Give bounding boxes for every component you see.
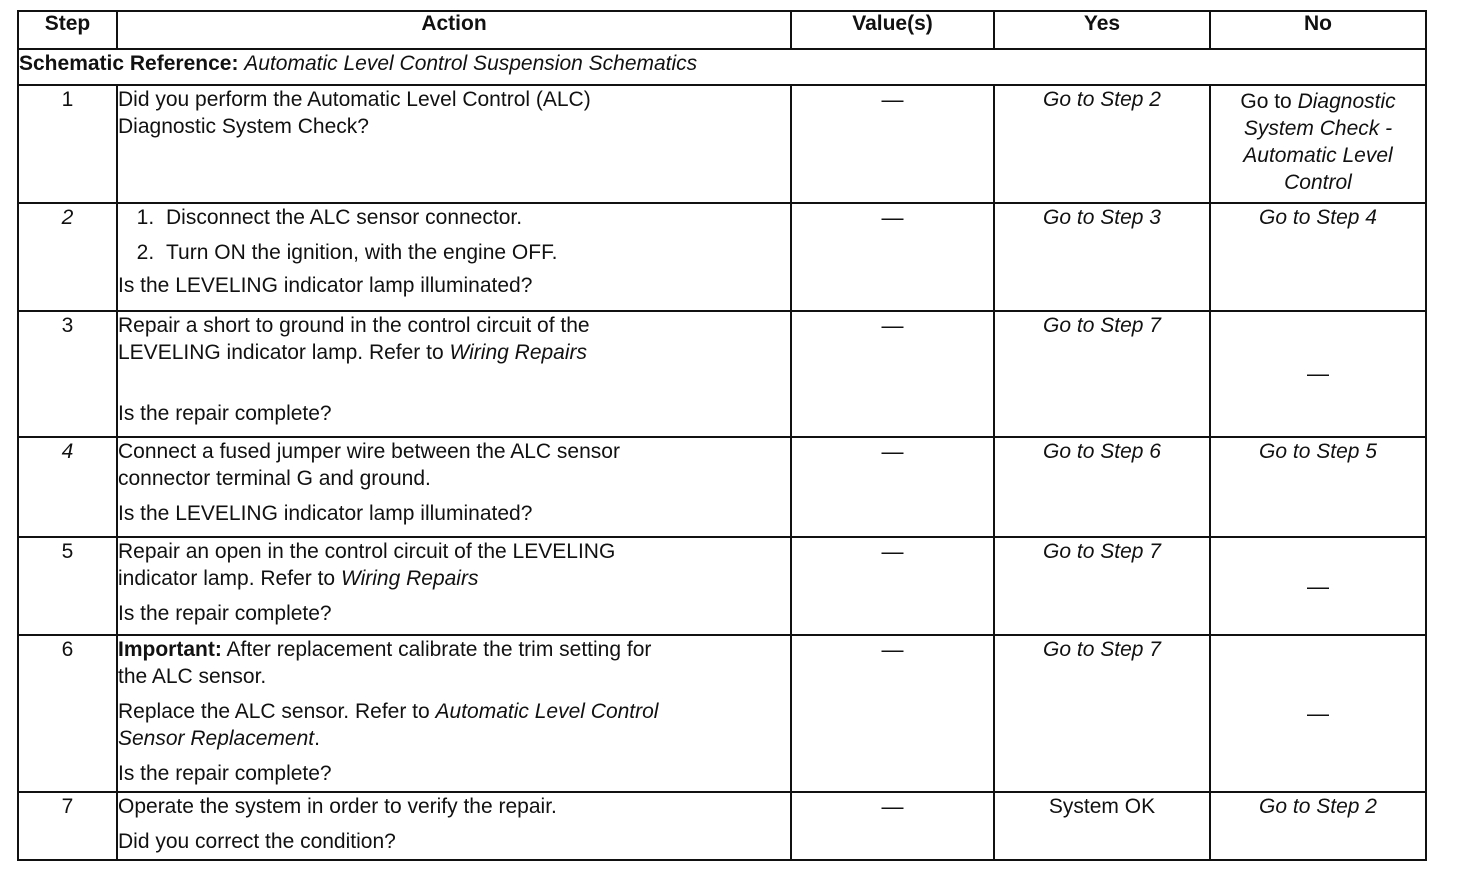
yes-cell[interactable]: Go to Step 3 (994, 203, 1210, 310)
spacer (118, 592, 790, 600)
spacer (118, 492, 790, 500)
spacer (118, 366, 790, 400)
action-text: Repair a short to ground in the control circuit of the (118, 313, 590, 337)
instruction-list (118, 204, 790, 266)
no-cell: — (1210, 311, 1426, 437)
table-row (18, 537, 1426, 635)
yes-cell[interactable]: Go to Step 7 (994, 635, 1210, 791)
table-row (18, 203, 1426, 310)
table-row (18, 635, 1426, 791)
value-cell: — (791, 85, 994, 203)
action-text: Repair an open in the control circuit of the LEVELING (118, 540, 616, 564)
action-cell (117, 203, 791, 310)
replace-text: Sensor Replacement. (118, 727, 320, 751)
no-cell[interactable]: Go to Step 2 (1210, 792, 1426, 860)
yes-cell[interactable]: Go to Step 7 (994, 311, 1210, 437)
question-text: Did you correct the condition? (118, 829, 396, 853)
action-cell (117, 85, 791, 203)
header-action: Action (117, 11, 791, 49)
reference-label: Schematic Reference: (19, 52, 239, 76)
action-text: Did you perform the Automatic Level Control (ALC) (118, 88, 591, 112)
no-link[interactable]: Diagnostic System Check - Automatic Level Control (1243, 90, 1396, 195)
no-cell[interactable]: Go to Step 4 (1210, 203, 1426, 310)
yes-cell[interactable]: Go to Step 2 (994, 85, 1210, 203)
action-cell (117, 537, 791, 635)
yes-cell[interactable]: Go to Step 6 (994, 437, 1210, 537)
list-item: 1. Disconnect the ALC sensor connector. (160, 204, 790, 231)
replacement-link[interactable]: Automatic Level Control (435, 700, 659, 724)
action-text-part: LEVELING indicator lamp. Refer to (118, 340, 444, 364)
action-text: Operate the system in order to verify the repair. (118, 794, 557, 818)
no-cell: — (1210, 635, 1426, 791)
action-cell (117, 437, 791, 537)
action-text: connector terminal G and ground. (118, 466, 431, 490)
question-text: Is the repair complete? (118, 762, 332, 786)
no-prefix: Go to (1240, 90, 1292, 114)
value-cell: — (791, 537, 994, 635)
important-text: After replacement calibrate the trim setting for (226, 638, 652, 662)
no-cell[interactable]: Go to Step 5 (1210, 437, 1426, 537)
important-text: the ALC sensor. (118, 665, 267, 689)
step-number: 5 (18, 537, 117, 635)
list-item: 2. Turn ON the ignition, with the engine OFF. (160, 239, 790, 266)
action-text: Connect a fused jumper wire between the ALC sensor (118, 439, 620, 463)
wiring-repairs-link[interactable]: Wiring Repairs (340, 567, 479, 591)
question-text: Is the repair complete? (118, 602, 332, 626)
important-label: Important: (118, 638, 222, 662)
yes-cell: System OK (994, 792, 1210, 860)
diagnostic-table (17, 10, 1427, 861)
step-number: 3 (18, 311, 117, 437)
header-row (18, 11, 1426, 49)
step-number: 1 (18, 85, 117, 203)
action-cell (117, 311, 791, 437)
action-text-part: indicator lamp. Refer to (118, 567, 336, 591)
value-cell: — (791, 203, 994, 310)
header-yes: Yes (994, 11, 1210, 49)
step-number: 7 (18, 792, 117, 860)
action-text (118, 339, 790, 366)
action-cell (117, 635, 791, 791)
header-step: Step (18, 11, 117, 49)
value-cell: — (791, 635, 994, 791)
spacer (118, 752, 790, 760)
table-row (18, 437, 1426, 537)
action-text (118, 565, 790, 592)
yes-cell[interactable]: Go to Step 7 (994, 537, 1210, 635)
replacement-link[interactable]: Sensor Replacement (118, 727, 315, 751)
wiring-repairs-link[interactable]: Wiring Repairs (449, 340, 588, 364)
question-text: Is the LEVELING indicator lamp illuminated? (118, 274, 533, 298)
table-row (18, 85, 1426, 203)
important-note (118, 636, 790, 663)
question-text: Is the LEVELING indicator lamp illuminated? (118, 501, 533, 525)
replace-text (118, 698, 790, 725)
no-cell[interactable] (1210, 85, 1426, 203)
table-row (18, 311, 1426, 437)
value-cell: — (791, 437, 994, 537)
spacer (118, 690, 790, 698)
action-cell (117, 792, 791, 860)
schematic-reference (18, 49, 1426, 85)
header-values: Value(s) (791, 11, 994, 49)
reference-link[interactable]: Automatic Level Control Suspension Schematics (244, 52, 698, 76)
replace-text-part: Replace the ALC sensor. Refer to (118, 700, 430, 724)
action-text: Diagnostic System Check? (118, 115, 369, 139)
step-number: 2 (18, 203, 117, 310)
value-cell: — (791, 792, 994, 860)
step-number: 4 (18, 437, 117, 537)
header-no: No (1210, 11, 1426, 49)
no-cell: — (1210, 537, 1426, 635)
table-row (18, 792, 1426, 860)
schematic-reference-row (18, 49, 1426, 85)
question-text: Is the repair complete? (118, 401, 332, 425)
step-number: 6 (18, 635, 117, 791)
value-cell: — (791, 311, 994, 437)
spacer (118, 820, 790, 828)
